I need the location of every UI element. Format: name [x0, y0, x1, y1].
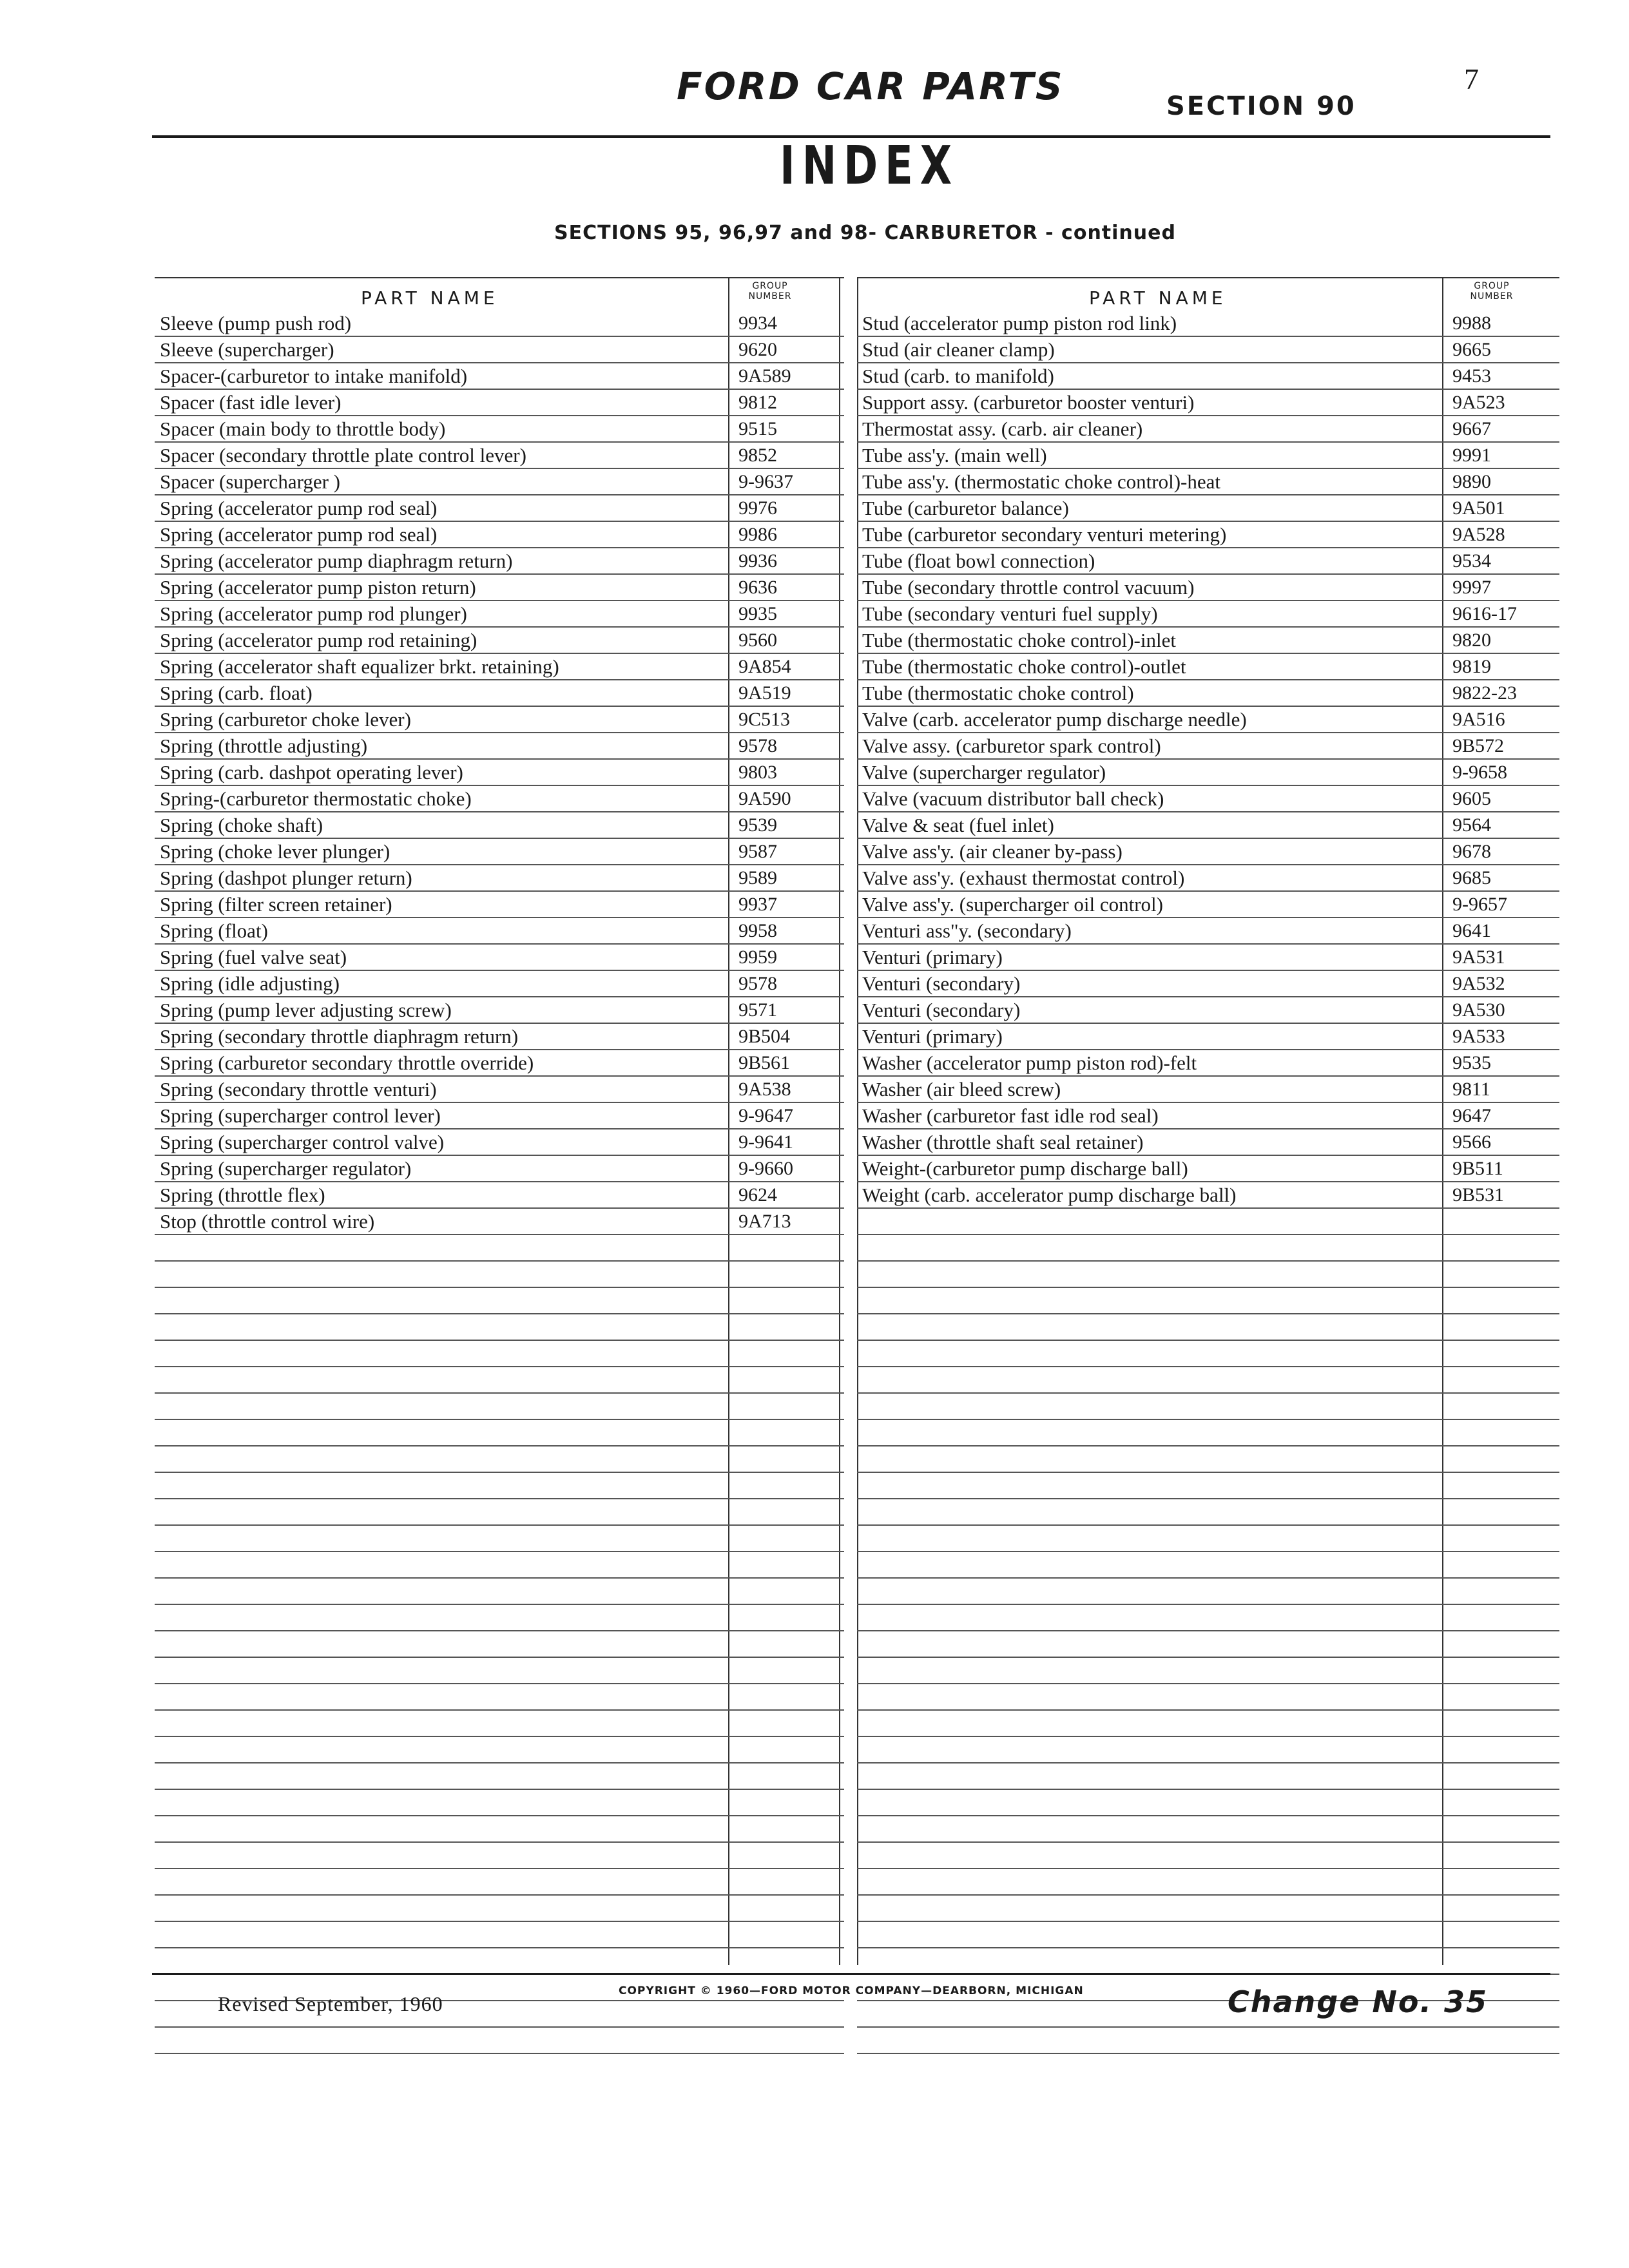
- blank-row: [155, 1314, 844, 1341]
- blank-row: [857, 1605, 1559, 1631]
- blank-row: [155, 1790, 844, 1816]
- group-number: 9812: [738, 392, 777, 413]
- blank-row: [857, 1420, 1559, 1446]
- right-rows: [857, 311, 1559, 2054]
- part-name: Stud (carb. to manifold): [862, 365, 1054, 387]
- index-row: [857, 522, 1559, 548]
- index-row: [155, 680, 844, 707]
- blank-row: [857, 1922, 1559, 1948]
- index-row: [155, 654, 844, 680]
- group-number: 9935: [738, 603, 777, 624]
- index-row: [155, 892, 844, 918]
- part-name: Thermostat assy. (carb. air cleaner): [862, 418, 1143, 440]
- index-row: [155, 548, 844, 575]
- blank-row: [155, 1235, 844, 1262]
- group-number: 9566: [1452, 1131, 1491, 1153]
- index-row: [857, 918, 1559, 945]
- group-number: 9564: [1452, 814, 1491, 836]
- index-row: [155, 443, 844, 469]
- part-name: Tube (secondary throttle control vacuum): [862, 576, 1195, 599]
- group-number: 9605: [1452, 788, 1491, 809]
- blank-row: [857, 1367, 1559, 1394]
- group-number: 9A713: [738, 1211, 791, 1232]
- part-name: Spacer (secondary throttle plate control lever): [160, 444, 526, 466]
- group-number: 9A516: [1452, 709, 1505, 730]
- part-name: Washer (accelerator pump piston rod)-felt: [862, 1052, 1197, 1074]
- blank-row: [857, 1499, 1559, 1526]
- index-row: [857, 1129, 1559, 1156]
- part-name: Tube ass'y. (main well): [862, 444, 1047, 466]
- group-number: 9B504: [738, 1026, 791, 1047]
- part-name: Spring (carb. dashpot operating lever): [160, 761, 463, 783]
- part-name: Washer (throttle shaft seal retainer): [862, 1131, 1144, 1153]
- part-name: Stop (throttle control wire): [160, 1210, 375, 1233]
- group-number: 9991: [1452, 445, 1491, 466]
- blank-row: [155, 1896, 844, 1922]
- blank-row: [857, 1579, 1559, 1605]
- part-name-heading: PART NAME: [1089, 287, 1227, 309]
- blank-row: [155, 1922, 844, 1948]
- index-row: [857, 601, 1559, 628]
- group-number: 9958: [738, 920, 777, 941]
- blank-row: [155, 1711, 844, 1737]
- part-name: Valve assy. (carburetor spark control): [862, 735, 1161, 757]
- part-name: Spring (accelerator pump diaphragm return): [160, 550, 513, 572]
- blank-row: [155, 1526, 844, 1552]
- blank-row: [155, 2028, 844, 2054]
- group-number: 9959: [738, 947, 777, 968]
- part-name: Valve & seat (fuel inlet): [862, 814, 1054, 836]
- blank-row: [857, 1341, 1559, 1367]
- index-row: [857, 1156, 1559, 1182]
- page-number: 7: [1464, 62, 1479, 95]
- blank-row: [857, 1262, 1559, 1288]
- index-row: [857, 786, 1559, 812]
- index-row: [857, 1103, 1559, 1129]
- blank-row: [857, 1948, 1559, 1975]
- group-number: 9B572: [1452, 735, 1505, 756]
- blank-row: [857, 1552, 1559, 1579]
- group-number: 9560: [738, 629, 777, 651]
- group-number: 9A589: [738, 365, 791, 387]
- group-number: 9803: [738, 762, 777, 783]
- blank-row: [155, 1552, 844, 1579]
- part-name: Spring (carb. float): [160, 682, 313, 704]
- index-row: [857, 760, 1559, 786]
- group-number: 9986: [738, 524, 777, 545]
- left-table-header: [155, 277, 844, 312]
- index-row: [155, 1103, 844, 1129]
- index-row: [857, 1024, 1559, 1050]
- group-number: 9587: [738, 841, 777, 862]
- group-number: 9A854: [738, 656, 791, 677]
- group-number: 9624: [738, 1184, 777, 1206]
- index-row: [155, 1050, 844, 1077]
- index-row: [857, 839, 1559, 865]
- group-number: 9-9641: [738, 1131, 793, 1153]
- blank-row: [155, 1367, 844, 1394]
- group-number: 9C513: [738, 709, 791, 730]
- index-row: [155, 1077, 844, 1103]
- index-row: [155, 733, 844, 760]
- blank-row: [857, 1394, 1559, 1420]
- group-number: 9-9658: [1452, 762, 1507, 783]
- group-number: 9647: [1452, 1105, 1491, 1126]
- part-name: Spacer (fast idle lever): [160, 391, 342, 414]
- index-row: [155, 812, 844, 839]
- part-name: Venturi (secondary): [862, 999, 1021, 1021]
- index-row: [155, 707, 844, 733]
- blank-row: [857, 1790, 1559, 1816]
- part-name: Valve (supercharger regulator): [862, 761, 1106, 783]
- group-number: 9535: [1452, 1052, 1491, 1073]
- index-row: [155, 311, 844, 337]
- blank-row: [155, 1446, 844, 1473]
- group-number: 9936: [738, 550, 777, 572]
- index-row: [857, 971, 1559, 997]
- part-name: Valve (vacuum distributor ball check): [862, 787, 1164, 810]
- index-row: [155, 495, 844, 522]
- index-row: [155, 628, 844, 654]
- index-row: [155, 1129, 844, 1156]
- blank-row: [155, 1948, 844, 1975]
- blank-row: [155, 1262, 844, 1288]
- group-number: 9-9647: [738, 1105, 793, 1126]
- blank-row: [857, 1684, 1559, 1711]
- group-number: 9578: [738, 735, 777, 756]
- group-number: 9819: [1452, 656, 1491, 677]
- part-name: Venturi (primary): [862, 1025, 1003, 1048]
- blank-row: [857, 1816, 1559, 1843]
- index-row: [155, 760, 844, 786]
- blank-row: [155, 1605, 844, 1631]
- group-number: 9820: [1452, 629, 1491, 651]
- part-name: Spring (supercharger regulator): [160, 1157, 412, 1180]
- part-name: Support assy. (carburetor booster venturi): [862, 391, 1195, 414]
- blank-row: [155, 1579, 844, 1605]
- blank-row: [155, 1658, 844, 1684]
- group-number: 9A528: [1452, 524, 1505, 545]
- index-row: [857, 628, 1559, 654]
- group-number: 9534: [1452, 550, 1491, 572]
- blank-row: [857, 2028, 1559, 2054]
- index-row: [155, 839, 844, 865]
- group-number: 9B511: [1452, 1158, 1503, 1179]
- index-row: [857, 680, 1559, 707]
- part-name: Weight (carb. accelerator pump discharge ball): [862, 1184, 1237, 1206]
- part-name: Tube ass'y. (thermostatic choke control)-heat: [862, 470, 1220, 493]
- part-name: Spring (accelerator pump rod retaining): [160, 629, 477, 651]
- part-name: Tube (carburetor secondary venturi metering): [862, 523, 1227, 546]
- blank-row: [857, 1896, 1559, 1922]
- part-name: Spring (supercharger control valve): [160, 1131, 445, 1153]
- right-index-table: [857, 277, 1559, 1965]
- part-name: Tube (thermostatic choke control): [862, 682, 1134, 704]
- group-number: 9A501: [1452, 497, 1505, 519]
- group-number: 9852: [738, 445, 777, 466]
- blank-row: [155, 1394, 844, 1420]
- index-row: [155, 363, 844, 390]
- part-name: Spring (fuel valve seat): [160, 946, 347, 968]
- index-row: [857, 443, 1559, 469]
- group-number: 9A590: [738, 788, 791, 809]
- group-number: 9667: [1452, 418, 1491, 439]
- group-number: 9A519: [738, 682, 791, 704]
- group-number: 9976: [738, 497, 777, 519]
- index-row: [155, 971, 844, 997]
- blank-row: [857, 1658, 1559, 1684]
- index-row: [857, 390, 1559, 416]
- blank-row: [857, 1869, 1559, 1896]
- blank-row: [155, 1869, 844, 1896]
- group-number: 9678: [1452, 841, 1491, 862]
- index-row: [857, 548, 1559, 575]
- index-row: [155, 522, 844, 548]
- index-row: [857, 469, 1559, 495]
- index-row: [155, 945, 844, 971]
- part-name: Spring (pump lever adjusting screw): [160, 999, 452, 1021]
- group-number: 9811: [1452, 1079, 1490, 1100]
- group-number: 9A532: [1452, 973, 1505, 994]
- group-number: 9571: [738, 999, 777, 1021]
- blank-row: [155, 1288, 844, 1314]
- group-number: 9539: [738, 814, 777, 836]
- index-row: [857, 495, 1559, 522]
- part-name: Spring (filter screen retainer): [160, 893, 392, 916]
- blank-row: [857, 1235, 1559, 1262]
- index-row: [857, 311, 1559, 337]
- blank-row: [857, 1473, 1559, 1499]
- group-number: 9589: [738, 867, 777, 889]
- blank-row: [155, 1341, 844, 1367]
- index-row: [857, 575, 1559, 601]
- blank-row: [857, 1763, 1559, 1790]
- part-name: Tube (thermostatic choke control)-inlet: [862, 629, 1176, 651]
- part-name: Valve ass'y. (air cleaner by-pass): [862, 840, 1123, 863]
- part-name: Spring (float): [160, 919, 268, 942]
- group-number: 9A531: [1452, 947, 1505, 968]
- blank-row: [857, 1526, 1559, 1552]
- part-name: Spring (accelerator pump rod plunger): [160, 602, 467, 625]
- index-row: [857, 865, 1559, 892]
- index-subtitle: SECTIONS 95, 96,97 and 98- CARBURETOR - continued: [554, 222, 1176, 244]
- blank-row: [857, 1711, 1559, 1737]
- index-row: [155, 786, 844, 812]
- section-label: SECTION 90: [1166, 91, 1356, 121]
- part-name: Spring-(carburetor thermostatic choke): [160, 787, 472, 810]
- index-title: INDEX: [780, 135, 959, 197]
- part-name: Spring (supercharger control lever): [160, 1104, 441, 1127]
- group-number: 9453: [1452, 365, 1491, 387]
- part-name-heading: PART NAME: [361, 287, 499, 309]
- blank-row: [155, 1737, 844, 1763]
- group-number: 9665: [1452, 339, 1491, 360]
- index-row: [857, 416, 1559, 443]
- index-row: [857, 707, 1559, 733]
- blank-row: [155, 1499, 844, 1526]
- index-row: [155, 469, 844, 495]
- index-row: [857, 363, 1559, 390]
- part-name: Washer (carburetor fast idle rod seal): [862, 1104, 1159, 1127]
- index-row: [155, 997, 844, 1024]
- part-name: Spring (throttle flex): [160, 1184, 325, 1206]
- blank-row: [857, 1631, 1559, 1658]
- index-row: [857, 812, 1559, 839]
- part-name: Spring (throttle adjusting): [160, 735, 368, 757]
- part-name: Spacer (main body to throttle body): [160, 418, 446, 440]
- blank-row: [155, 1420, 844, 1446]
- part-name: Spring (accelerator pump rod seal): [160, 497, 438, 519]
- group-number-heading: GROUP NUMBER: [1470, 281, 1514, 302]
- index-row: [155, 337, 844, 363]
- footer-rule: [152, 1973, 1550, 1975]
- group-number: 9-9657: [1452, 894, 1507, 915]
- blank-row: [857, 1288, 1559, 1314]
- group-number: 9-9660: [738, 1158, 793, 1179]
- change-number: Change No. 35: [1228, 1984, 1489, 2019]
- part-name: Stud (accelerator pump piston rod link): [862, 312, 1177, 334]
- revised-date: Revised September, 1960: [218, 1992, 443, 2015]
- part-name: Spring (carburetor choke lever): [160, 708, 411, 731]
- group-number: 9A523: [1452, 392, 1505, 413]
- left-index-table: [155, 277, 844, 1965]
- group-number: 9822-23: [1452, 682, 1517, 704]
- part-name: Spring (accelerator pump rod seal): [160, 523, 438, 546]
- index-row: [155, 1156, 844, 1182]
- group-number: 9997: [1452, 577, 1491, 598]
- blank-row: [857, 1314, 1559, 1341]
- index-row: [857, 337, 1559, 363]
- index-row: [155, 1209, 844, 1235]
- blank-row: [155, 1816, 844, 1843]
- part-name: Spring (accelerator shaft equalizer brkt. retaining): [160, 655, 559, 678]
- index-row: [857, 1182, 1559, 1209]
- group-number: 9641: [1452, 920, 1491, 941]
- part-name: Sleeve (pump push rod): [160, 312, 352, 334]
- part-name: Spring (accelerator pump piston return): [160, 576, 476, 599]
- blank-row: [857, 1843, 1559, 1869]
- blank-row: [857, 1446, 1559, 1473]
- blank-row: [155, 1763, 844, 1790]
- index-row: [155, 601, 844, 628]
- index-row: [857, 733, 1559, 760]
- index-row: [857, 654, 1559, 680]
- part-name: Venturi (secondary): [862, 972, 1021, 995]
- group-number: 9B561: [738, 1052, 791, 1073]
- part-name: Valve ass'y. (supercharger oil control): [862, 893, 1163, 916]
- group-number: 9934: [738, 312, 777, 334]
- index-row: [857, 997, 1559, 1024]
- part-name: Sleeve (supercharger): [160, 338, 334, 361]
- part-name: Spring (dashpot plunger return): [160, 867, 412, 889]
- group-number: 9636: [738, 577, 777, 598]
- group-number: 9A530: [1452, 999, 1505, 1021]
- part-name: Spring (idle adjusting): [160, 972, 340, 995]
- part-name: Spring (secondary throttle venturi): [160, 1078, 437, 1100]
- group-number: 9-9637: [738, 471, 793, 492]
- part-name: Valve (carb. accelerator pump discharge needle): [862, 708, 1247, 731]
- index-row: [155, 1182, 844, 1209]
- copyright-notice: COPYRIGHT © 1960—FORD MOTOR COMPANY—DEARBORN, MICHIGAN: [619, 1984, 1084, 1997]
- group-number: 9937: [738, 894, 777, 915]
- part-name: Weight-(carburetor pump discharge ball): [862, 1157, 1188, 1180]
- group-number: 9B531: [1452, 1184, 1505, 1206]
- group-number: 9890: [1452, 471, 1491, 492]
- index-row: [155, 918, 844, 945]
- index-row: [857, 1077, 1559, 1103]
- part-name: Spring (choke lever plunger): [160, 840, 390, 863]
- part-name: Tube (float bowl connection): [862, 550, 1095, 572]
- part-name: Spacer (supercharger ): [160, 470, 340, 493]
- blank-row: [155, 1843, 844, 1869]
- index-row: [155, 416, 844, 443]
- group-number: 9988: [1452, 312, 1491, 334]
- part-name: Spring (carburetor secondary throttle override): [160, 1052, 534, 1074]
- part-name: Venturi ass"y. (secondary): [862, 919, 1072, 942]
- group-number: 9A533: [1452, 1026, 1505, 1047]
- group-number: 9515: [738, 418, 777, 439]
- group-number: 9578: [738, 973, 777, 994]
- index-row: [155, 1024, 844, 1050]
- part-name: Tube (secondary venturi fuel supply): [862, 602, 1158, 625]
- part-name: Tube (carburetor balance): [862, 497, 1069, 519]
- left-rows: [155, 311, 844, 2054]
- part-name: Spring (secondary throttle diaphragm return): [160, 1025, 519, 1048]
- blank-row: [155, 1631, 844, 1658]
- index-row: [155, 865, 844, 892]
- part-name: Venturi (primary): [862, 946, 1003, 968]
- blank-row: [857, 1209, 1559, 1235]
- blank-row: [155, 1684, 844, 1711]
- right-table-header: [857, 277, 1559, 312]
- part-name: Tube (thermostatic choke control)-outlet: [862, 655, 1186, 678]
- blank-row: [857, 1737, 1559, 1763]
- part-name: Washer (air bleed screw): [862, 1078, 1061, 1100]
- part-name: Stud (air cleaner clamp): [862, 338, 1055, 361]
- index-row: [857, 892, 1559, 918]
- part-name: Valve ass'y. (exhaust thermostat control): [862, 867, 1185, 889]
- part-name: Spring (choke shaft): [160, 814, 323, 836]
- group-number-heading: GROUP NUMBER: [748, 281, 792, 302]
- part-name: Spacer-(carburetor to intake manifold): [160, 365, 468, 387]
- index-row: [155, 390, 844, 416]
- index-row: [857, 1050, 1559, 1077]
- group-number: 9616-17: [1452, 603, 1517, 624]
- group-number: 9620: [738, 339, 777, 360]
- group-number: 9A538: [738, 1079, 791, 1100]
- index-row: [857, 945, 1559, 971]
- blank-row: [155, 1473, 844, 1499]
- brand-title: FORD CAR PARTS: [677, 64, 1065, 108]
- index-row: [155, 575, 844, 601]
- group-number: 9685: [1452, 867, 1491, 889]
